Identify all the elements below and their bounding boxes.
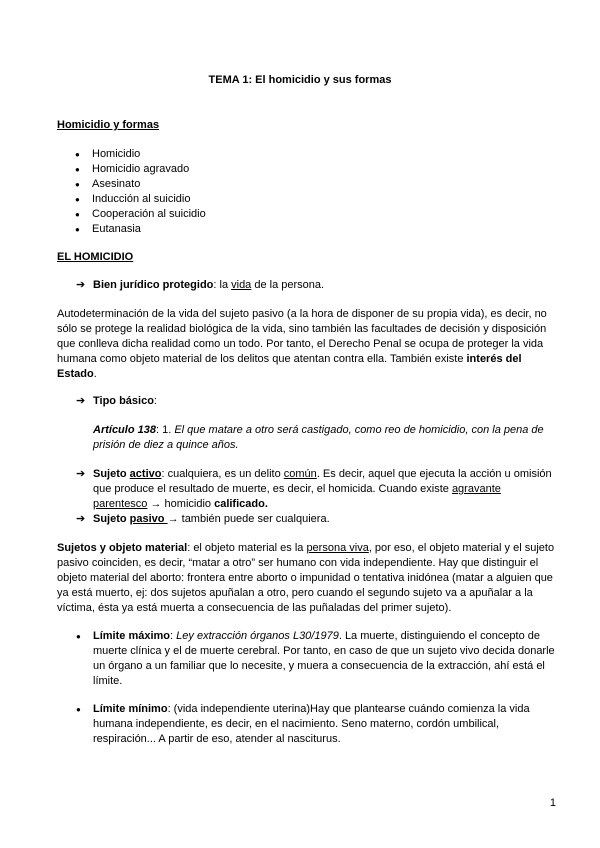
sujetos-objeto-text-b: , por eso, el objeto material y el sujeto pasivo coinciden, es decir, “matar a otro” ser humano con vida independiente. Hay que distinguir el objeto material del aborto: frontera entre aborto o impunidad o tentativa inidónea (matar a alguien que ya está muerto, ej: dos sujetos apuñalan a otro, pero cuando el segundo sujeto va a apuñalar a la víctima, ésta ya está muerta a consecuencia de las puñaladas del primer sujeto). bbox=[57, 542, 555, 614]
sujetos-objeto-label: Sujetos y objeto material bbox=[57, 542, 188, 554]
sujeto-pasivo-item bbox=[76, 512, 556, 527]
list-item: ● Cooperación al suicidio bbox=[57, 207, 555, 222]
articulo-number: : 1. bbox=[155, 424, 175, 436]
forms-heading-text: Homicidio y formas bbox=[57, 119, 160, 131]
limite-maximo-item bbox=[76, 629, 556, 689]
sujeto-activo-text-b: . Es decir, aquel que ejecuta la acción u omisión que produce el resultado de muerte, es decir, el homicida. Cuando existe bbox=[93, 468, 552, 495]
limite-minimo-item bbox=[76, 702, 556, 747]
forms-heading bbox=[57, 118, 555, 133]
autodeterminacion-paragraph bbox=[57, 307, 555, 382]
articulo-138 bbox=[93, 423, 555, 453]
page-number: 1 bbox=[549, 797, 556, 809]
homicidio-heading-text: EL HOMICIDIO bbox=[57, 251, 134, 263]
sujeto-activo-item bbox=[76, 467, 556, 512]
list-item: ● Homicidio agravado bbox=[57, 162, 555, 177]
paragraph-end: . bbox=[93, 368, 97, 380]
sujeto-pasivo-text: → también puede ser cualquiera. bbox=[167, 513, 330, 525]
bullet-icon: ● bbox=[76, 632, 81, 641]
vida-underlined: vida bbox=[231, 279, 252, 291]
tipo-basico-item bbox=[76, 394, 556, 409]
list-item: ● Eutanasia bbox=[57, 222, 555, 237]
sujeto-label: Sujeto bbox=[93, 513, 130, 525]
forms-list bbox=[57, 147, 555, 237]
list-item: ● Homicidio bbox=[57, 147, 555, 162]
articulo-label: Artículo 138 bbox=[93, 424, 156, 436]
paragraph-text: Autodeterminación de la vida del sujeto pasivo (a la hora de disponer de su propia vida), es decir, no sólo se protege la realidad biológica de la vida, sino también las facultades de decisión y disposición que conlleva dicha realidad como un todo. Por tanto, el Derecho Penal se ocupa de proteger la vida humana como objeto material de los delitos que atentan contra ella. También existe bbox=[57, 308, 547, 365]
limite-minimo-text: : (vida independiente uterina)Hay que plantearse cuándo comienza la vida humana independiente, es decir, en el nacimiento. Seno materno, cordón umbilical, respiración... A partir de eso, atender al nasciturus. bbox=[93, 703, 530, 745]
sujetos-objeto-text: : el objeto material es la bbox=[187, 542, 307, 554]
arrow-icon: ➔ bbox=[76, 513, 86, 525]
articulo-text: El que matare a otro será castigado, como reo de homicidio, con la pena de prisión de diez a quince años. bbox=[93, 424, 544, 451]
arrow-icon: ➔ bbox=[76, 395, 86, 407]
comun-underlined: común bbox=[283, 468, 317, 480]
bien-juridico-text-end: de la persona. bbox=[251, 279, 325, 291]
bien-juridico-text: : la bbox=[213, 279, 232, 291]
bien-juridico-item bbox=[76, 278, 556, 293]
document-title: TEMA 1: El homicidio y sus formas bbox=[208, 74, 392, 86]
pasivo-label: pasivo bbox=[129, 513, 168, 525]
list-item: ● Asesinato bbox=[57, 177, 555, 192]
tipo-basico-label: Tipo básico bbox=[93, 395, 154, 407]
limite-maximo-label: Límite máximo bbox=[93, 630, 171, 642]
bullet-icon: ● bbox=[76, 705, 81, 714]
sujeto-activo-text: : cualquiera, es un delito bbox=[161, 468, 284, 480]
tipo-basico-suffix: : bbox=[153, 395, 157, 407]
ley-organos: Ley extracción órganos L30/1979 bbox=[176, 630, 339, 642]
limite-maximo-sep: : bbox=[170, 630, 177, 642]
bien-juridico-label: Bien jurídico protegido bbox=[93, 279, 214, 291]
arrow-icon: ➔ bbox=[76, 279, 86, 291]
persona-viva-underlined: persona viva bbox=[306, 542, 369, 554]
sujeto-activo-text-c: → homicidio bbox=[147, 498, 215, 510]
limite-minimo-label: Límite mínimo bbox=[93, 703, 168, 715]
sujetos-objeto-paragraph bbox=[57, 541, 555, 616]
sujeto-label: Sujeto bbox=[93, 468, 130, 480]
list-item: ● Inducción al suicidio bbox=[57, 192, 555, 207]
activo-label: activo bbox=[129, 468, 162, 480]
calificado-bold: calificado. bbox=[214, 498, 268, 510]
homicidio-heading bbox=[57, 250, 555, 265]
agravante-underlined: agravante parentesco bbox=[93, 483, 501, 510]
interes-estado: interés del Estado bbox=[57, 353, 522, 380]
limite-maximo-text: . La muerte, distinguiendo el concepto de muerte clínica y el de muerte cerebral. Por tanto, en caso de que un sujeto vivo decida donarle un órgano a un familiar que lo necesite, y muera a consecuencia de la extracción, ahí está el límite. bbox=[93, 630, 555, 687]
arrow-icon: ➔ bbox=[76, 468, 86, 480]
